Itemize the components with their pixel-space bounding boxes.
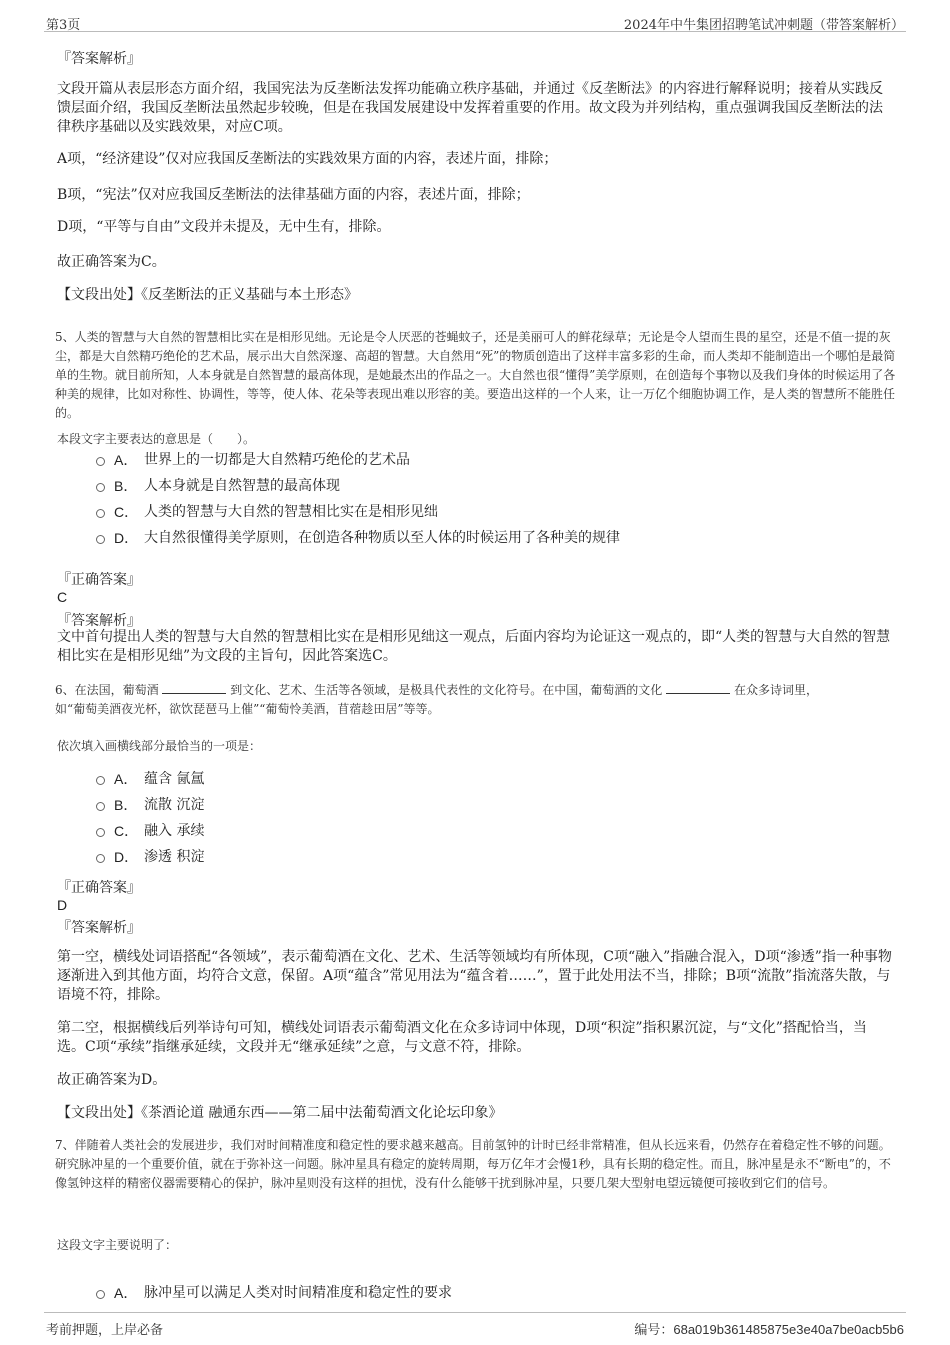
q6-conclusion: 故正确答案为D。 [57, 1072, 167, 1088]
q5-option-d[interactable] [96, 528, 620, 548]
q6-answer-label: 『正确答案』 [57, 880, 141, 896]
document-title: 2024年中牛集团招聘笔试冲刺题（带答案解析） [623, 18, 904, 33]
q6-option-c[interactable] [96, 821, 204, 841]
q4-analysis-label: 『答案解析』 [57, 51, 141, 67]
footer-code [634, 1319, 904, 1338]
page-header [44, 10, 906, 32]
q4-analysis-a: A项，“经济建设”仅对应我国反垄断法的实践效果方面的内容，表述片面，排除； [57, 151, 558, 167]
option-text: 世界上的一切都是大自然精巧绝伦的艺术品 [144, 452, 410, 468]
option-key: A． [114, 771, 138, 787]
radio-icon[interactable] [96, 828, 105, 837]
option-text: 渗透 积淀 [144, 849, 205, 865]
option-text: 融入 承续 [144, 823, 205, 839]
q4-analysis-b: B项，“宪法”仅对应我国反垄断法的法律基础方面的内容，表述片面，排除； [57, 187, 530, 203]
q5-stem: 5、人类的智慧与大自然的智慧相比实在是相形见绌。无论是令人厌恶的苍蝇蚊子，还是美丽可人的鲜花绿草；无论是令人望而生畏的星空，还是不值一提的灰尘，都是大自然精巧绝伦的艺术品，展示出大自然深邃、高超的智慧。大自然用“死”的物质创造出了这样丰富多彩的生命，而人类却不能制造出一个哪怕是最简单的生物。就目前所知，人本身就是自然智慧的最高体现，是她最杰出的作品之一。大自然也很“懂得”美学原则，在创造每个事物以及我们身体的时候运用了各种美的规律，比如对称性、协调性，等等，使人体、花朵等表现出难以形容的美。要造出这样的一个人来，让一万亿个细胞协调工作，是人类的智慧所不能胜任的。 [55, 330, 896, 420]
radio-icon[interactable] [96, 854, 105, 863]
radio-icon[interactable] [96, 776, 105, 785]
option-text: 流散 沉淀 [144, 797, 205, 813]
option-key: C． [114, 823, 139, 839]
option-key: B． [114, 797, 138, 813]
q6-source: 【文段出处】《茶酒论道 融通东西——第二届中法葡萄酒文化论坛印象》 [57, 1105, 503, 1121]
q5-option-c[interactable] [96, 502, 438, 522]
q5-analysis: 文中首句提出人类的智慧与大自然的智慧相比实在是相形见绌这一观点，后面内容均为论证这一观点的，即“人类的智慧与大自然的智慧相比实在是相形见绌”为文段的主旨句，因此答案选C。 [57, 629, 891, 664]
q7-prompt: 这段文字主要说明了： [57, 1238, 178, 1252]
q7-option-a[interactable] [96, 1283, 452, 1303]
fill-blank [162, 681, 226, 694]
q5-option-a[interactable] [96, 450, 410, 470]
q4-analysis-paragraph: 文段开篇从表层形态方面介绍，我国宪法为反垄断法发挥功能确立秩序基础，并通过《反垄断法》的内容进行解释说明；接着从实践反馈层面介绍，我国反垄断法虽然起步较晚，但是在我国发展建设中发挥着重要的作用。故文段为并列结构，重点强调我国反垄断法的法律秩序基础以及实践效果，对应C项。 [57, 81, 883, 135]
q5-option-b[interactable] [96, 476, 340, 496]
q5-answer-label: 『正确答案』 [57, 572, 141, 588]
option-text: 人本身就是自然智慧的最高体现 [144, 478, 340, 494]
q6-option-d[interactable] [96, 847, 204, 867]
page-number: 第3页 [46, 18, 81, 33]
radio-icon[interactable] [96, 802, 105, 811]
q4-conclusion: 故正确答案为C。 [57, 254, 166, 270]
code-value: 68a019b361485875e3e40a7be0acb5b6 [673, 1322, 904, 1337]
q6-stem-part: 如“葡萄美酒夜光杯，欲饮琵琶马上催”“葡萄怜美酒，苜蓿趁田居”等等。 [55, 702, 440, 716]
radio-icon[interactable] [96, 535, 105, 544]
option-text: 大自然很懂得美学原则，在创造各种物质以至人体的时候运用了各种美的规律 [144, 530, 620, 546]
option-text: 蕴含 氤氲 [144, 771, 205, 787]
option-key: A． [114, 1285, 138, 1301]
option-key: D． [114, 849, 139, 865]
q6-stem-part: 在众多诗词里， [733, 683, 818, 697]
q4-analysis-d: D项，“平等与自由”文段并未提及，无中生有，排除。 [57, 219, 391, 235]
radio-icon[interactable] [96, 483, 105, 492]
page-footer [44, 1312, 906, 1336]
q6-analysis-p2: 第二空，根据横线后列举诗句可知，横线处词语表示葡萄酒文化在众多诗词中体现，D项“积淀”指积累沉淀，与“文化”搭配恰当，当选。C项“承续”指继承延续，文段并无“继承延续”之意，与文意不符，排除。 [57, 1020, 867, 1055]
radio-icon[interactable] [96, 509, 105, 518]
q7-stem: 7、伴随着人类社会的发展进步，我们对时间精准度和稳定性的要求越来越高。目前氢钟的计时已经非常精准，但从长远来看，仍然存在着稳定性不够的问题。研究脉冲星的一个重要价值，就在于弥补这一问题。脉冲星具有稳定的旋转周期，每万亿年才会慢1秒，具有长期的稳定性。而且，脉冲星是永不“断电”的，不像氢钟这样的精密仪器需要精心的保护，脉冲星则没有这样的担忧，没有什么能够干扰到脉冲星，只要几架大型射电望远镜便可接收到它们的信号。 [55, 1138, 891, 1190]
q5-answer: C [57, 589, 68, 605]
fill-blank [666, 681, 730, 694]
option-text: 人类的智慧与大自然的智慧相比实在是相形见绌 [144, 504, 438, 520]
q6-option-b[interactable] [96, 795, 204, 815]
q6-stem [55, 681, 897, 719]
radio-icon[interactable] [96, 1290, 105, 1299]
q6-analysis-p1: 第一空，横线处词语搭配“各领域”，表示葡萄酒在文化、艺术、生活等领域均有所体现，C项“融入”指融合混入，D项“渗透”指一种事物逐渐进入到其他方面，均符合文意，保留。A项“蕴含”常见用法为“蕴含着……”，置于此处用法不当，排除；B项“流散”指流落失散，与语境不符，排除。 [57, 949, 892, 1003]
q6-stem-part: 到文化、艺术、生活等各领域，是极具代表性的文化符号。在中国，葡萄酒的文化 [230, 683, 663, 697]
q6-answer: D [57, 897, 68, 913]
option-key: C． [114, 504, 139, 520]
q6-option-a[interactable] [96, 769, 204, 789]
q4-source: 【文段出处】《反垄断法的正义基础与本土形态》 [57, 287, 358, 303]
option-key: D． [114, 530, 139, 546]
radio-icon[interactable] [96, 457, 105, 466]
q6-stem-part: 6、在法国，葡萄酒 [55, 683, 159, 697]
q6-prompt: 依次填入画横线部分最恰当的一项是： [57, 739, 262, 753]
option-key: A． [114, 452, 138, 468]
q5-prompt: 本段文字主要表达的意思是（ ）。 [57, 432, 256, 446]
code-label: 编号： [634, 1323, 674, 1338]
option-key: B． [114, 478, 138, 494]
option-text: 脉冲星可以满足人类对时间精准度和稳定性的要求 [144, 1285, 452, 1301]
q6-analysis-label: 『答案解析』 [57, 920, 141, 936]
footer-slogan: 考前押题，上岸必备 [46, 1323, 164, 1338]
q5-analysis-label: 『答案解析』 [57, 613, 141, 629]
